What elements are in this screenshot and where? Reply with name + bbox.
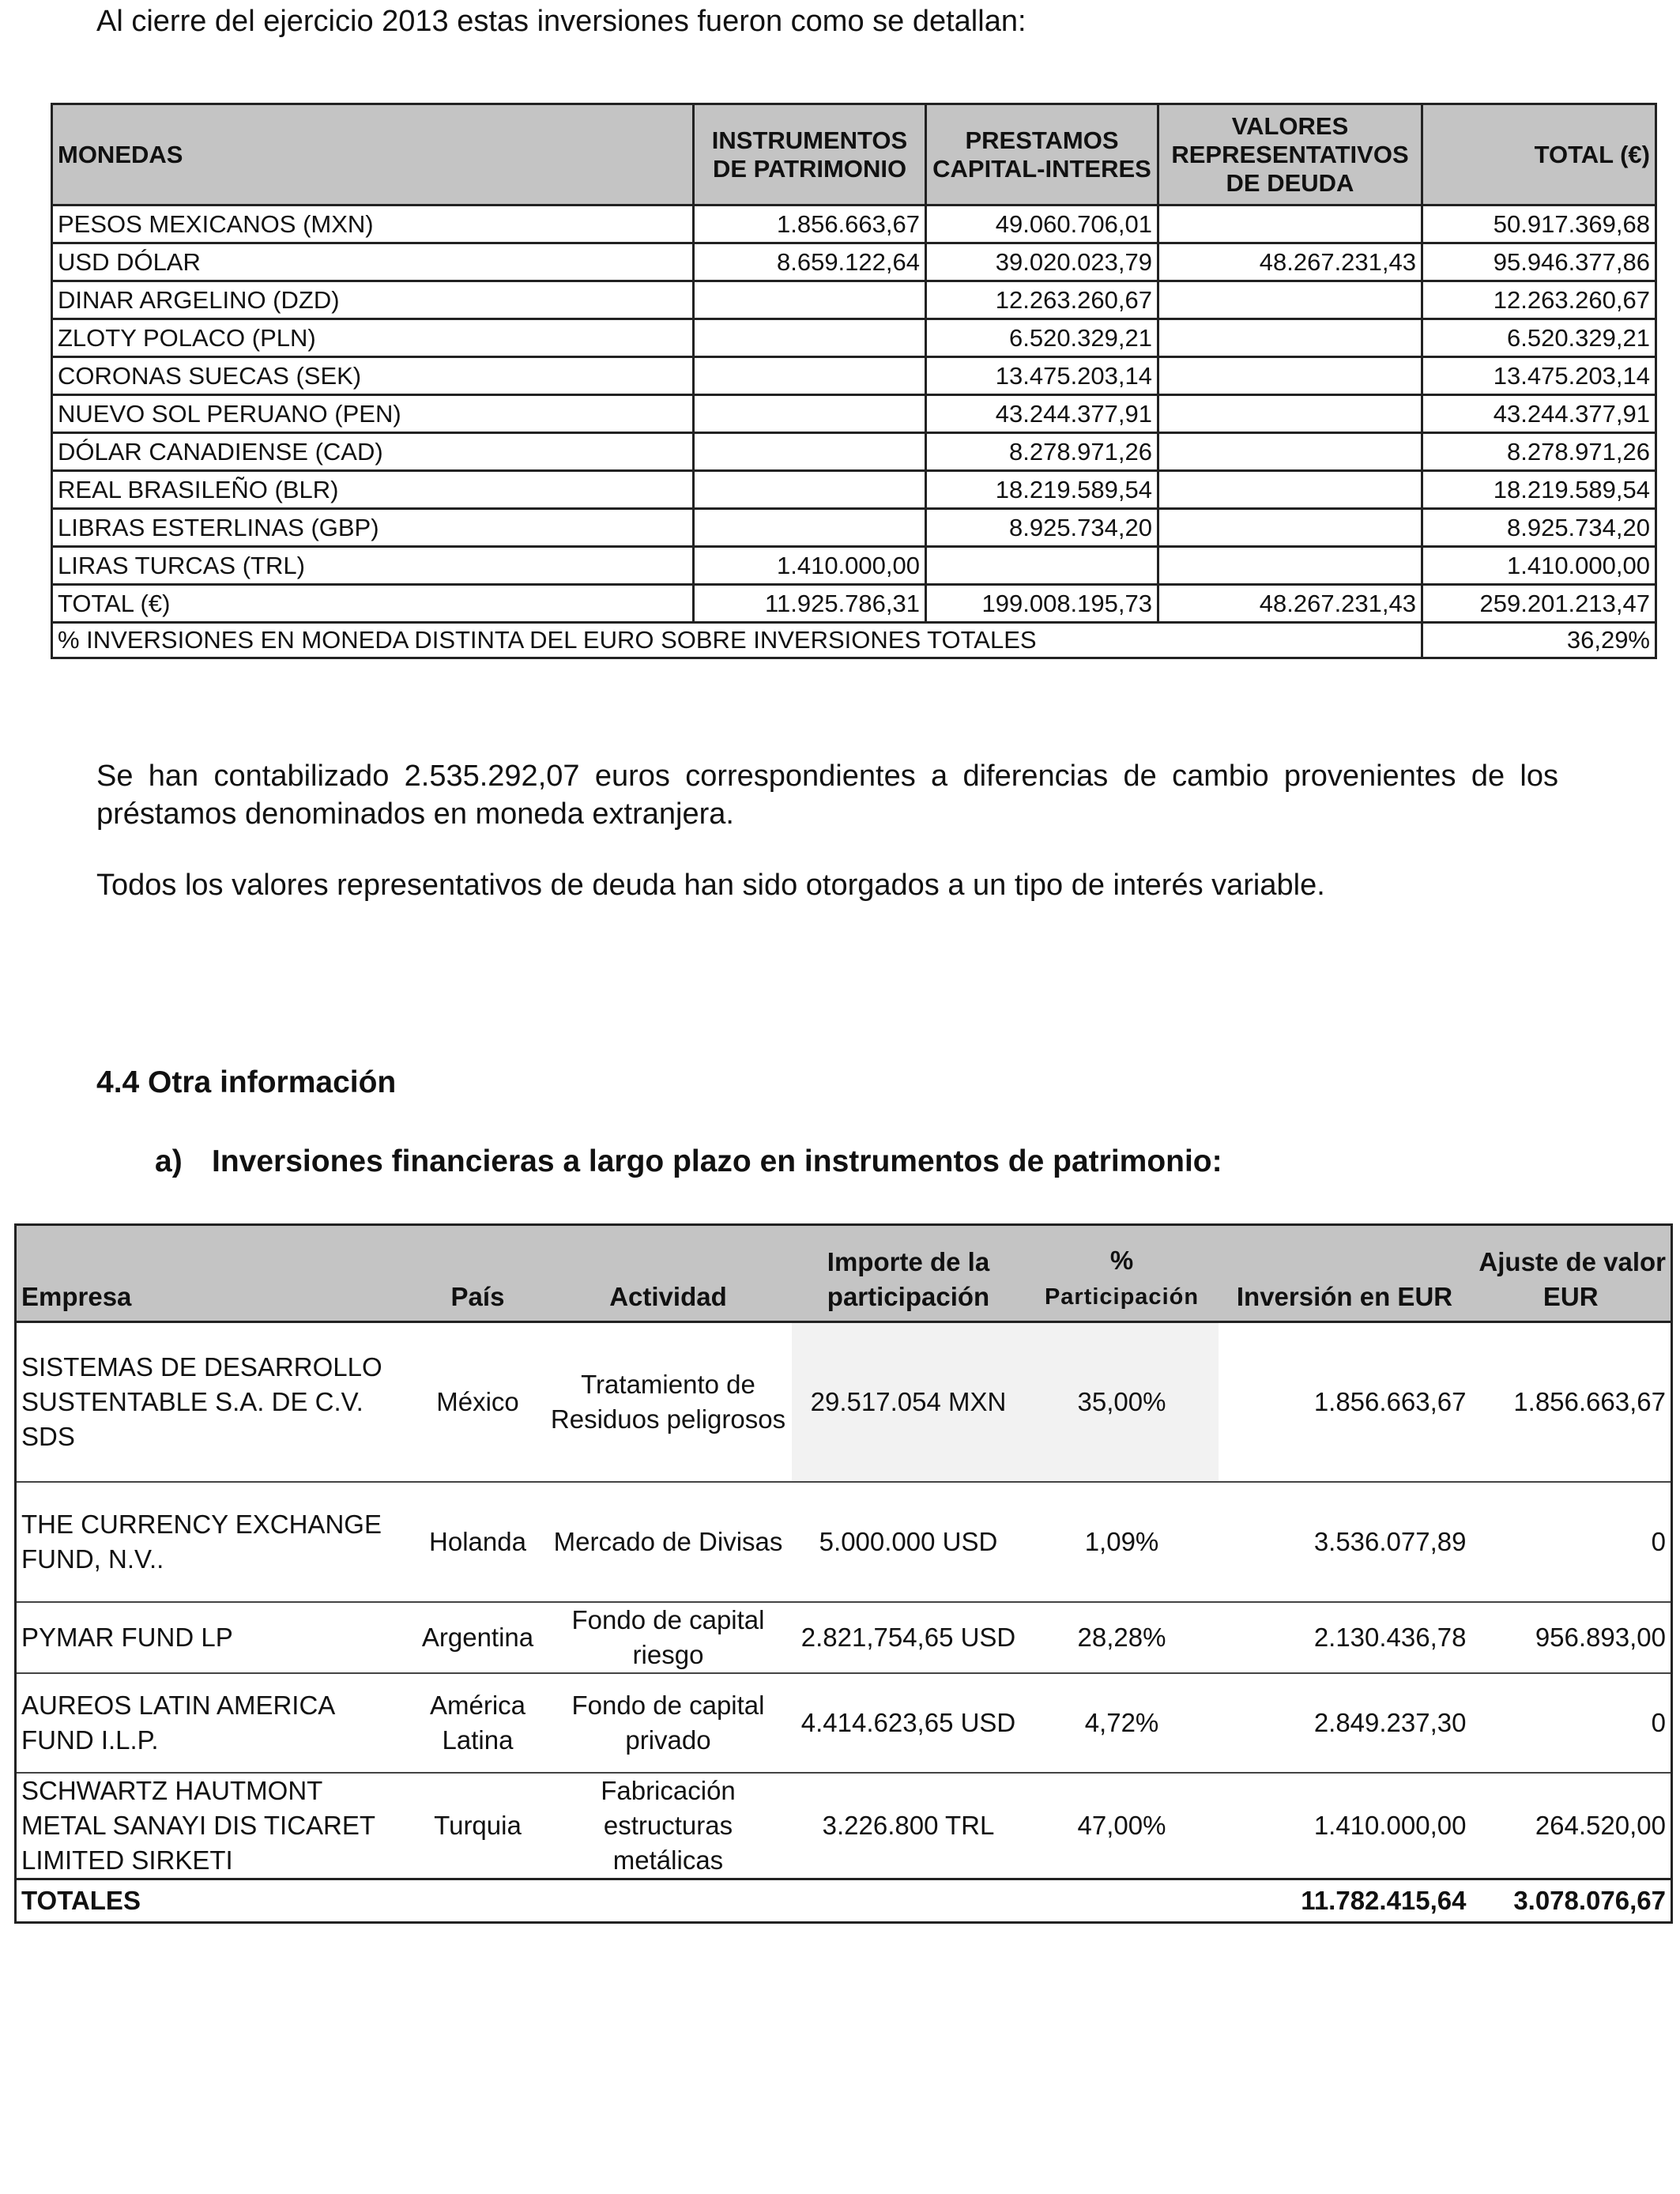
participacion-cell: 4,72% [1084,1708,1159,1737]
header-pct-symbol: % [1109,1246,1134,1275]
table-row [52,205,1656,243]
instrumentos-cell: 8.659.122,64 [694,243,926,281]
table-row [16,1482,1672,1602]
table-row [16,1322,1672,1483]
participacion-cell: 1,09% [1084,1527,1159,1556]
pais-cell: Turquia [434,1811,522,1840]
valores-cell: 48.267.231,43 [1158,585,1422,623]
instrumentos-cell: 11.925.786,31 [694,585,926,623]
valores-cell [1158,547,1422,585]
currency-cell: REAL BRASILEÑO (BLR) [52,471,694,509]
subsection-heading [155,1144,1222,1179]
table-row [52,319,1656,357]
header-empresa: Empresa [16,1225,411,1322]
instrumentos-cell [694,471,926,509]
currency-cell: DINAR ARGELINO (DZD) [52,281,694,319]
header-ajuste-top: Ajuste de valor [1478,1247,1666,1276]
pais-cell: México [436,1387,519,1416]
inversion-cell: 1.410.000,00 [1313,1811,1467,1840]
participacion-cell: 47,00% [1077,1811,1166,1840]
header-actividad: Actividad [545,1225,792,1322]
prestamos-cell: 39.020.023,79 [926,243,1158,281]
totals-inversion: 11.782.415,64 [1301,1886,1467,1915]
actividad-cell: Fabricación estructuras metálicas [601,1776,736,1875]
prestamos-cell: 12.263.260,67 [926,281,1158,319]
ajuste-cell: 264.520,00 [1535,1811,1666,1840]
empresa-cell: PYMAR FUND LP [21,1623,233,1652]
prestamos-cell: 49.060.706,01 [926,205,1158,243]
subsection-marker: a) [155,1144,183,1178]
table-row [52,433,1656,471]
importe-cell: 2.821,754,65 USD [800,1623,1016,1652]
subsection-title: Inversiones financieras a largo plazo en instrumentos de patrimonio: [212,1144,1222,1178]
currency-cell: DÓLAR CANADIENSE (CAD) [52,433,694,471]
header-participacion [1026,1225,1219,1322]
table-header-row [16,1225,1672,1322]
table-row [16,1673,1672,1773]
importe-cell: 5.000.000 USD [819,1527,998,1556]
instrumentos-cell [694,357,926,395]
prestamos-cell: 13.475.203,14 [926,357,1158,395]
header-importe: Importe de la participación [792,1225,1026,1322]
prestamos-cell: 43.244.377,91 [926,395,1158,433]
percentage-label: % INVERSIONES EN MONEDA DISTINTA DEL EURO SOBRE INVERSIONES TOTALES [52,623,1422,658]
valores-cell [1158,281,1422,319]
prestamos-cell: 6.520.329,21 [926,319,1158,357]
totals-label: TOTALES [21,1886,141,1915]
valores-cell: 48.267.231,43 [1158,243,1422,281]
actividad-cell: Fondo de capital riesgo [571,1605,765,1669]
pais-cell: América Latina [429,1691,526,1755]
total-cell: 8.925.734,20 [1422,509,1656,547]
total-cell: 259.201.213,47 [1422,585,1656,623]
valores-cell [1158,471,1422,509]
valores-cell [1158,509,1422,547]
total-cell: 13.475.203,14 [1422,357,1656,395]
header-pais: País [411,1225,545,1322]
table-row [52,395,1656,433]
participacion-cell: 35,00% [1026,1322,1219,1483]
table-row [52,243,1656,281]
total-cell: 12.263.260,67 [1422,281,1656,319]
table-row [52,357,1656,395]
exchange-difference-paragraph: Se han contabilizado 2.535.292,07 euros correspondientes a diferencias de cambio provenientes de los préstamos denominados en moneda extranjera. [96,760,1558,831]
valores-cell [1158,205,1422,243]
currency-cell: PESOS MEXICANOS (MXN) [52,205,694,243]
prestamos-cell: 8.925.734,20 [926,509,1158,547]
ajuste-cell: 0 [1651,1708,1666,1737]
table-row [52,547,1656,585]
table-row [16,1773,1672,1879]
instrumentos-cell: 1.410.000,00 [694,547,926,585]
instrumentos-cell [694,433,926,471]
header-valores: VALORES REPRESENTATIVOS DE DEUDA [1158,104,1422,205]
currency-cell: LIRAS TURCAS (TRL) [52,547,694,585]
table-row [52,471,1656,509]
header-instrumentos: INSTRUMENTOS DE PATRIMONIO [694,104,926,205]
importe-cell: 3.226.800 TRL [822,1811,995,1840]
currency-cell: LIBRAS ESTERLINAS (GBP) [52,509,694,547]
total-cell: 6.520.329,21 [1422,319,1656,357]
header-ajuste-bottom: EUR [1543,1282,1599,1311]
currency-cell: NUEVO SOL PERUANO (PEN) [52,395,694,433]
inversion-cell: 2.849.237,30 [1313,1708,1467,1737]
equity-investments-table [14,1223,1673,1924]
total-cell: 43.244.377,91 [1422,395,1656,433]
valores-cell [1158,357,1422,395]
valores-cell [1158,433,1422,471]
actividad-cell: Mercado de Divisas [553,1527,783,1556]
prestamos-cell: 8.278.971,26 [926,433,1158,471]
currency-cell: ZLOTY POLACO (PLN) [52,319,694,357]
table-row [52,509,1656,547]
table-header-row [52,104,1656,205]
percentage-value: 36,29% [1422,623,1656,658]
valores-cell [1158,319,1422,357]
total-cell: 1.410.000,00 [1422,547,1656,585]
total-cell: 95.946.377,86 [1422,243,1656,281]
empresa-cell: AUREOS LATIN AMERICA FUND I.L.P. [21,1691,334,1755]
instrumentos-cell: 1.856.663,67 [694,205,926,243]
total-cell: 18.219.589,54 [1422,471,1656,509]
instrumentos-cell [694,319,926,357]
inversion-cell: 1.856.663,67 [1313,1387,1467,1416]
table-row [16,1602,1672,1673]
actividad-cell: Fondo de capital privado [571,1691,765,1755]
intro-text: Al cierre del ejercicio 2013 estas inversiones fueron como se detallan: [96,5,1026,38]
empresa-cell: SISTEMAS DE DESARROLLO SUSTENTABLE S.A. DE C.V. SDS [21,1352,382,1451]
header-pct-label: Participación [1044,1284,1200,1310]
instrumentos-cell [694,395,926,433]
inversion-cell: 3.536.077,89 [1313,1527,1467,1556]
participacion-cell: 28,28% [1077,1623,1166,1652]
importe-cell: 29.517.054 MXN [792,1322,1026,1483]
percentage-row [52,623,1656,658]
header-prestamos: PRESTAMOS CAPITAL-INTERES [926,104,1158,205]
instrumentos-cell [694,281,926,319]
valores-cell [1158,395,1422,433]
header-monedas: MONEDAS [52,104,694,205]
prestamos-cell [926,547,1158,585]
ajuste-cell: 0 [1651,1527,1666,1556]
totals-row [52,585,1656,623]
inversion-cell: 2.130.436,78 [1313,1623,1467,1652]
importe-cell: 4.414.623,65 USD [800,1708,1016,1737]
header-ajuste [1471,1225,1672,1322]
empresa-cell: SCHWARTZ HAUTMONT METAL SANAYI DIS TICARET LIMITED SIRKETI [21,1776,375,1875]
interest-rate-paragraph: Todos los valores representativos de deuda han sido otorgados a un tipo de interés variable. [96,869,1325,902]
total-cell: 8.278.971,26 [1422,433,1656,471]
header-inversion: Inversión en EUR [1219,1225,1471,1322]
pais-cell: Holanda [429,1527,526,1556]
currency-cell: USD DÓLAR [52,243,694,281]
totals-ajuste: 3.078.076,67 [1513,1886,1666,1915]
header-total: TOTAL (€) [1422,104,1656,205]
currency-cell: TOTAL (€) [52,585,694,623]
actividad-cell: Tratamiento de Residuos peligrosos [550,1370,786,1434]
pais-cell: Argentina [421,1623,534,1652]
instrumentos-cell [694,509,926,547]
prestamos-cell: 199.008.195,73 [926,585,1158,623]
empresa-cell: THE CURRENCY EXCHANGE FUND, N.V.. [21,1510,382,1574]
totals-row [16,1879,1672,1923]
table-row [52,281,1656,319]
prestamos-cell: 18.219.589,54 [926,471,1158,509]
currency-cell: CORONAS SUECAS (SEK) [52,357,694,395]
ajuste-cell: 956.893,00 [1535,1623,1666,1652]
currency-investments-table [51,103,1657,659]
ajuste-cell: 1.856.663,67 [1513,1387,1666,1416]
total-cell: 50.917.369,68 [1422,205,1656,243]
section-heading: 4.4 Otra información [96,1065,397,1099]
